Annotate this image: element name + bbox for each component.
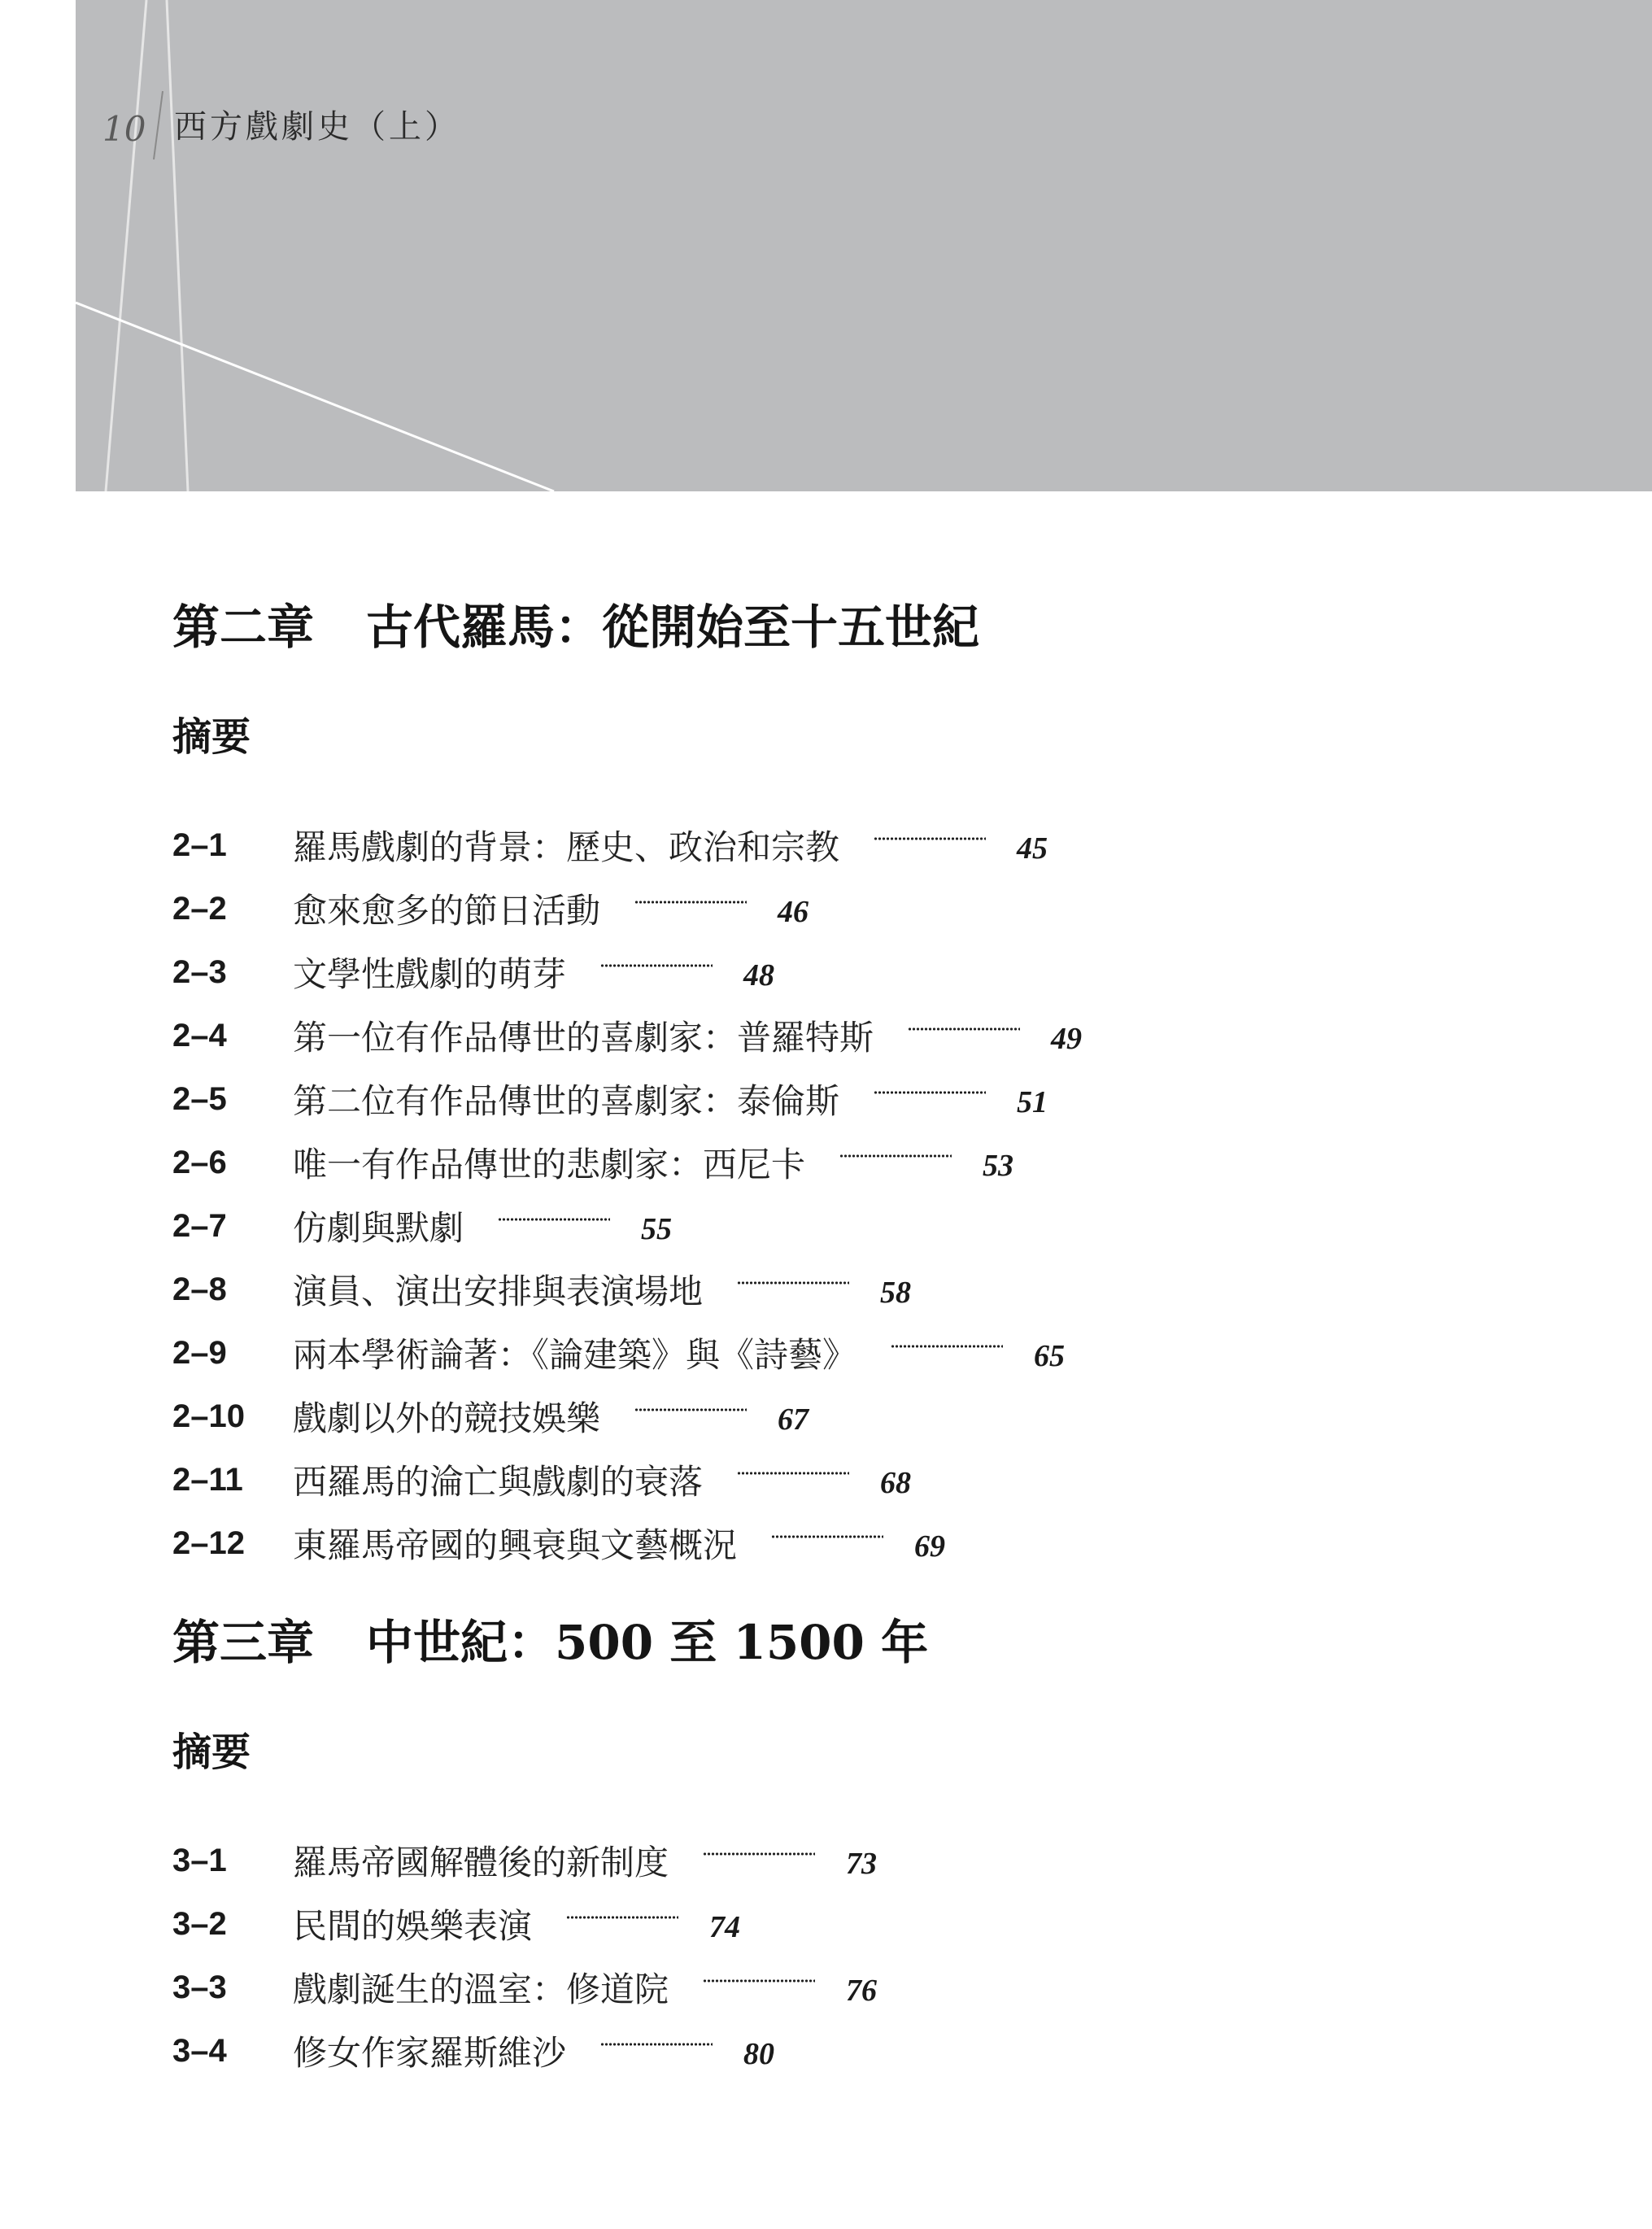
toc-entry-title: 戲劇誕生的溫室：修道院	[293, 1969, 669, 2009]
dot-leader	[737, 1281, 849, 1285]
header-decoration	[76, 0, 1652, 491]
chapter-label: 第二章	[172, 600, 315, 655]
dot-leader	[703, 1852, 815, 1856]
toc-entry-title: 羅馬戲劇的背景：歷史、政治和宗教	[293, 827, 840, 867]
toc-entry-number: 2–12	[172, 1525, 245, 1561]
toc-entry-page: 69	[914, 1529, 946, 1564]
toc-entry-title: 羅馬帝國解體後的新制度	[293, 1843, 669, 1882]
chapter-name: 中世紀：500 至 1500 年	[366, 1615, 929, 1670]
toc-entry-number: 2–6	[172, 1144, 227, 1180]
dot-leader	[703, 1979, 815, 1983]
toc-entry-number: 3–4	[172, 2032, 227, 2069]
toc-entry	[172, 940, 1555, 1004]
dot-leader	[737, 1472, 849, 1475]
toc-entry-number: 2–9	[172, 1334, 227, 1371]
toc-entry-number: 2–3	[172, 953, 227, 990]
toc-entry-page: 53	[983, 1149, 1014, 1183]
toc-entry	[172, 1067, 1555, 1131]
toc-entry	[172, 1511, 1555, 1575]
toc-entry-page: 73	[846, 1847, 878, 1881]
summary-heading: 摘要	[172, 1730, 251, 1775]
toc-entry-page: 68	[880, 1466, 912, 1500]
chapter-label: 第三章	[172, 1615, 315, 1670]
dot-leader	[839, 1154, 952, 1158]
chapter-name: 古代羅馬：從開始至十五世紀	[366, 600, 980, 655]
toc-entry-page: 51	[1017, 1085, 1048, 1119]
dot-leader	[634, 901, 747, 904]
chapter-title	[172, 600, 1555, 655]
toc-entry-title: 戲劇以外的競技娛樂	[293, 1398, 601, 1438]
toc-entry	[172, 1321, 1555, 1385]
toc-entry-title: 第二位有作品傳世的喜劇家：泰倫斯	[293, 1081, 840, 1121]
dot-leader	[874, 1091, 986, 1094]
toc-entry-number: 2–1	[172, 827, 227, 863]
toc-entry-title: 愈來愈多的節日活動	[293, 891, 601, 931]
toc-entry-number: 3–1	[172, 1842, 227, 1878]
dot-leader	[634, 1408, 747, 1411]
toc-entry-page: 76	[846, 1974, 878, 2008]
toc-entry	[172, 2019, 1555, 2083]
toc-entry-title: 仿劇與默劇	[293, 1208, 464, 1248]
toc-entry-title: 民間的娛樂表演	[293, 1906, 533, 1946]
dot-leader	[874, 837, 986, 840]
toc-entry-number: 2–5	[172, 1080, 227, 1117]
toc-entry-number: 2–11	[172, 1461, 243, 1498]
toc-entry-page: 48	[743, 958, 775, 992]
toc-entry-title: 東羅馬帝國的興衰與文藝概況	[293, 1525, 738, 1565]
toc-entry-page: 65	[1034, 1339, 1066, 1373]
chapter-2-section	[172, 600, 1555, 1575]
summary-heading: 摘要	[172, 714, 251, 760]
toc-entry-title: 演員、演出安排與表演場地	[293, 1272, 704, 1311]
toc-entry-title: 西羅馬的淪亡與戲劇的衰落	[293, 1462, 704, 1502]
toc-entry-page: 49	[1051, 1022, 1083, 1056]
dot-leader	[498, 1218, 610, 1221]
dot-leader	[908, 1027, 1020, 1031]
toc-entry-number: 2–10	[172, 1398, 245, 1434]
dot-leader	[600, 964, 713, 967]
running-header-title: 西方戲劇史（上）	[174, 108, 460, 146]
toc-entry-page: 55	[641, 1212, 673, 1246]
toc-entry-number: 3–3	[172, 1969, 227, 2005]
toc-entry-title: 兩本學術論著：《論建築》與《詩藝》	[293, 1335, 857, 1375]
header-band	[76, 0, 1652, 491]
toc-entry-number: 2–8	[172, 1271, 227, 1307]
toc-entry	[172, 1004, 1555, 1067]
toc-entry-page: 58	[880, 1276, 912, 1310]
toc-entry	[172, 814, 1555, 877]
toc-entry-title: 修女作家羅斯維沙	[293, 2033, 567, 2073]
toc-entry	[172, 1131, 1555, 1194]
toc-entry-page: 45	[1017, 831, 1048, 866]
toc-entry-page: 67	[778, 1402, 809, 1437]
dot-leader	[566, 1916, 678, 1919]
toc-entry	[172, 1258, 1555, 1321]
dot-leader	[600, 2043, 713, 2046]
toc-entry-number: 2–7	[172, 1207, 227, 1244]
dot-leader	[771, 1535, 883, 1538]
toc-entry	[172, 1956, 1555, 2019]
toc-entry	[172, 877, 1555, 940]
dot-leader	[891, 1345, 1003, 1348]
toc-entry-page: 46	[778, 895, 809, 929]
toc-entry-title: 第一位有作品傳世的喜劇家：普羅特斯	[293, 1018, 874, 1058]
chapter-3-section	[172, 1615, 1555, 2083]
toc-entry-number: 2–4	[172, 1017, 227, 1053]
toc-entry	[172, 1892, 1555, 1956]
toc-entry-title: 文學性戲劇的萌芽	[293, 954, 567, 994]
toc-entry	[172, 1194, 1555, 1258]
toc-entry	[172, 1448, 1555, 1511]
page-number: 10	[102, 109, 146, 149]
chapter-title	[172, 1615, 1555, 1670]
toc-entry-number: 2–2	[172, 890, 227, 927]
toc-entry-page: 80	[743, 2037, 775, 2071]
toc-list	[172, 1829, 1555, 2083]
toc-entry	[172, 1385, 1555, 1448]
toc-entry	[172, 1829, 1555, 1892]
toc-entry-page: 74	[709, 1910, 741, 1944]
toc-list	[172, 814, 1555, 1575]
toc-entry-number: 3–2	[172, 1905, 227, 1942]
toc-entry-title: 唯一有作品傳世的悲劇家：西尼卡	[293, 1145, 806, 1184]
